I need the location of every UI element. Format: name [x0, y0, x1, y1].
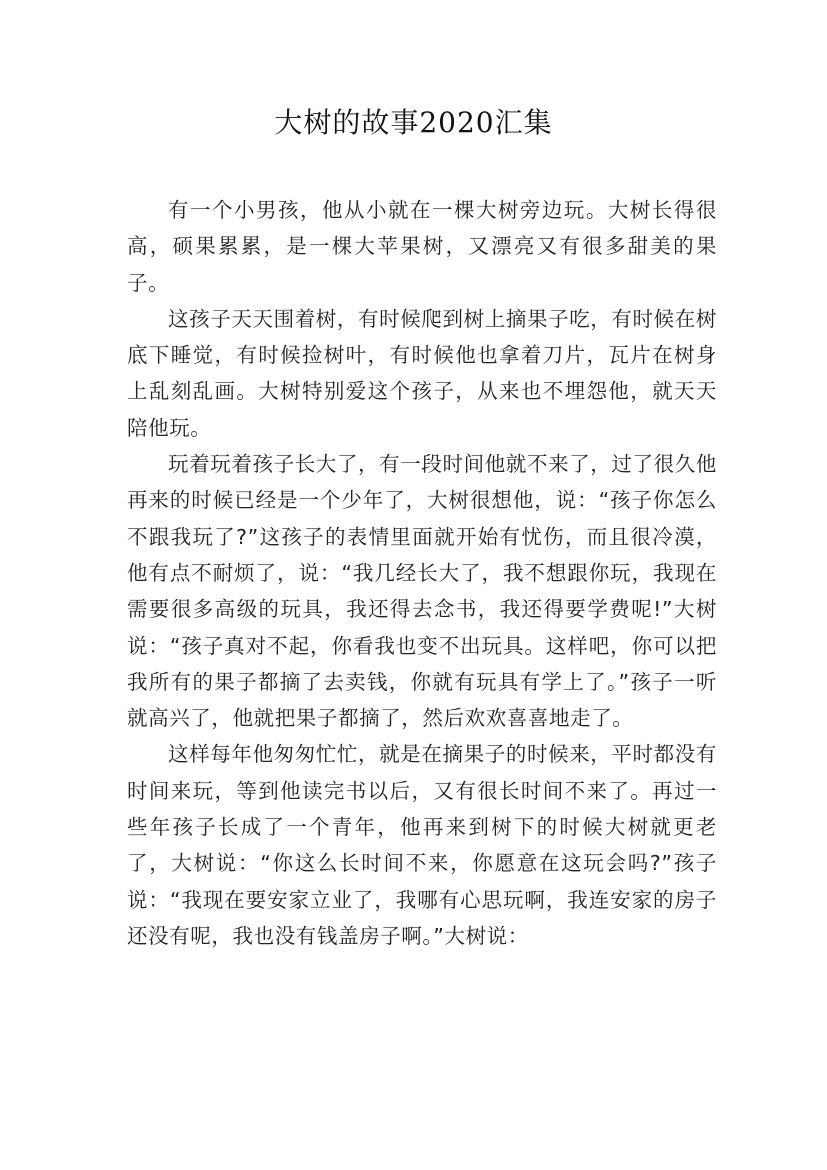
- paragraph-1: 有一个小男孩，他从小就在一棵大树旁边玩。大树长得很高，硕果累累，是一棵大苹果树，又漂亮又有很多甜美的果子。: [127, 198, 717, 295]
- document-body: [127, 192, 717, 954]
- paragraph-4: 这样每年他匆匆忙忙，就是在摘果子的时候来，平时都没有时间来玩，等到他读完书以后，又有很长时间不来了。再过一些年孩子长成了一个青年，他再来到树下的时候大树就更老了，大树说：“你这么长时间不来，你愿意在这玩会吗?”孩子说：“我现在要安家立业了，我哪有心思玩啊，我连安家的房子还没有呢，我也没有钱盖房子啊。”大树说：: [127, 742, 717, 948]
- paragraph-2: 这孩子天天围着树，有时候爬到树上摘果子吃，有时候在树底下睡觉，有时候捡树叶，有时候他也拿着刀片，瓦片在树身上乱刻乱画。大树特别爱这个孩子，从来也不埋怨他，就天天陪他玩。: [127, 306, 717, 440]
- paragraph-3: 玩着玩着孩子长大了，有一段时间他就不来了，过了很久他再来的时候已经是一个少年了，大树很想他，说：“孩子你怎么不跟我玩了?”这孩子的表情里面就开始有忧伤，而且很冷漠，他有点不耐烦了，说：“我几经长大了，我不想跟你玩，我现在需要很多高级的玩具，我还得去念书，我还得要学费呢!”大树说：“孩子真对不起，你看我也变不出玩具。这样吧，你可以把我所有的果子都摘了去卖钱，你就有玩具有学上了。”孩子一听就高兴了，他就把果子都摘了，然后欢欢喜喜地走了。: [127, 452, 717, 731]
- document-title: 大树的故事2020汇集: [274, 106, 553, 139]
